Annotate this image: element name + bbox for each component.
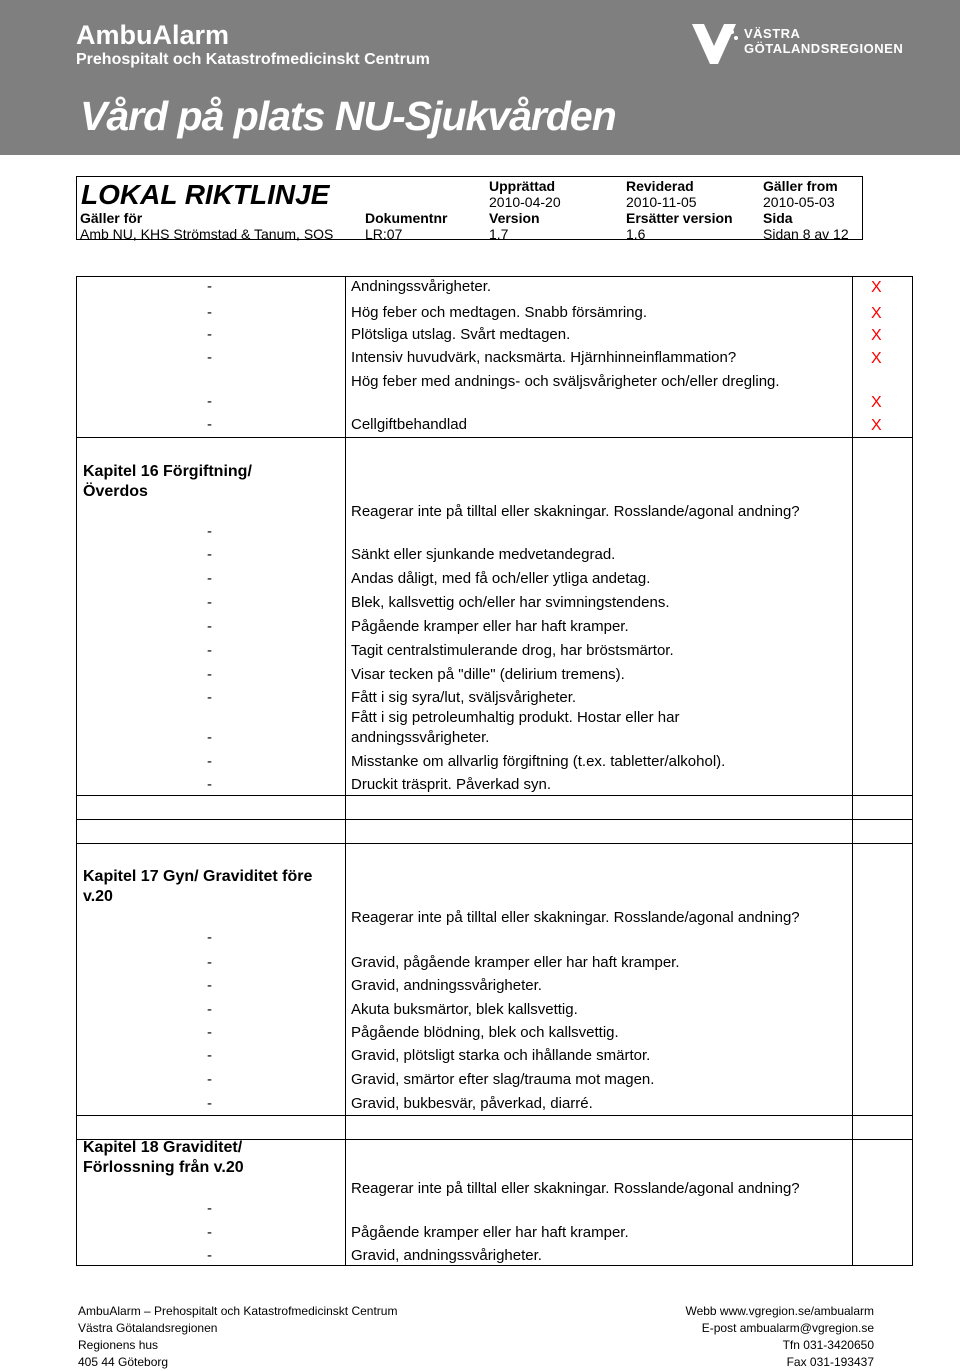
row-dash: - xyxy=(207,729,212,746)
criterion-text: Hög feber och medtagen. Snabb försämring. xyxy=(351,304,648,321)
row-dash: - xyxy=(207,523,212,540)
criterion-mark: X xyxy=(871,305,882,322)
row-dash: - xyxy=(207,416,212,433)
criterion-text: Intensiv huvudvärk, nacksmärta. Hjärnhinneinflammation? xyxy=(351,349,737,366)
brand-subtitle: Prehospitalt och Katastrofmedicinskt Centrum xyxy=(76,51,430,68)
criterion-text: Tagit centralstimulerande drog, har bröstsmärtor. xyxy=(351,642,674,659)
chapter-18-heading: Kapitel 18 Graviditet/ Förlossning från v.20 xyxy=(83,1139,244,1176)
criterion-text: Cellgiftbehandlad xyxy=(351,416,467,433)
row-dash: - xyxy=(207,753,212,770)
criterion-text: Andningssvårigheter. xyxy=(351,278,492,295)
criterion-text: Visar tecken på "dille" (delirium tremens). xyxy=(351,666,625,683)
galler-from-value: 2010-05-03 xyxy=(763,194,835,210)
row-dash: - xyxy=(207,349,212,366)
criterion-mark: X xyxy=(871,350,882,367)
row-dash: - xyxy=(207,929,212,946)
brand-name: AmbuAlarm xyxy=(76,20,230,50)
row-dash: - xyxy=(207,618,212,635)
page-banner xyxy=(0,0,960,155)
footer-region: Västra Götalandsregionen xyxy=(78,1321,218,1335)
galler-for-value: Amb NU, KHS Strömstad & Tanum, SOS xyxy=(80,226,334,242)
row-divider xyxy=(77,1115,912,1116)
triage-table xyxy=(76,276,913,1266)
dokumentnr-value: LR:07 xyxy=(365,226,403,242)
row-dash: - xyxy=(207,1247,212,1264)
dokumentnr-label: Dokumentnr xyxy=(365,210,448,226)
footer-email-link[interactable]: E-post ambualarm@vgregion.se xyxy=(701,1321,874,1335)
reviderad-label: Reviderad xyxy=(626,178,694,194)
footer-org: AmbuAlarm – Prehospitalt och Katastrofmedicinskt Centrum xyxy=(78,1304,398,1318)
criterion-text: Pågående kramper eller har haft kramper. xyxy=(351,1224,629,1241)
logo-text-line2: GÖTALANDSREGIONEN xyxy=(744,41,904,56)
version-label: Version xyxy=(489,210,540,226)
footer-address: 405 44 Göteborg xyxy=(78,1355,169,1369)
column-divider xyxy=(852,277,853,1265)
chapter-17-heading: Kapitel 17 Gyn/ Graviditet före v.20 xyxy=(83,868,313,905)
criterion-text: Andas dåligt, med få och/eller ytliga andetag. xyxy=(351,570,651,587)
criterion-text: Druckit träsprit. Påverkad syn. xyxy=(351,776,552,793)
criterion-text: Gravid, bukbesvär, påverkad, diarré. xyxy=(351,1095,593,1112)
row-dash: - xyxy=(207,570,212,587)
row-dash: - xyxy=(207,1200,212,1217)
row-divider xyxy=(77,819,912,820)
row-dash: - xyxy=(207,689,212,706)
row-dash: - xyxy=(207,1224,212,1241)
galler-from-label: Gäller from xyxy=(763,178,838,194)
criterion-text: Sänkt eller sjunkande medvetandegrad. xyxy=(351,546,616,563)
row-dash: - xyxy=(207,666,212,683)
row-dash: - xyxy=(207,546,212,563)
row-dash: - xyxy=(207,594,212,611)
sida-label: Sida xyxy=(763,210,793,226)
criterion-text: Misstanke om allvarlig förgiftning (t.ex. tabletter/alkohol). xyxy=(351,753,726,770)
criterion-mark: X xyxy=(871,279,882,296)
criterion-text: Reagerar inte på tilltal eller skakningar. Rosslande/agonal andning? xyxy=(351,503,800,520)
row-dash: - xyxy=(207,977,212,994)
logo-text-line1: VÄSTRA xyxy=(744,26,801,41)
footer-building: Regionens hus xyxy=(78,1338,159,1352)
criterion-mark: X xyxy=(871,394,882,411)
footer-web-link[interactable]: Webb www.vgregion.se/ambualarm xyxy=(685,1304,874,1318)
page-title: Vård på plats NU-Sjukvården xyxy=(80,93,616,139)
document-type: LOKAL RIKTLINJE xyxy=(81,179,330,210)
criterion-text: Fått i sig syra/lut, sväljsvårigheter. xyxy=(351,689,577,706)
row-dash: - xyxy=(207,1095,212,1112)
row-dash: - xyxy=(207,1047,212,1064)
criterion-text: Gravid, plötsligt starka och ihållande smärtor. xyxy=(351,1047,651,1064)
criterion-text: Gravid, andningssvårigheter. xyxy=(351,977,542,994)
criterion-text: Blek, kallsvettig och/eller har svimningstendens. xyxy=(351,594,670,611)
row-divider xyxy=(77,795,912,796)
criterion-mark: X xyxy=(871,327,882,344)
row-dash: - xyxy=(207,1071,212,1088)
chapter-16-heading: Kapitel 16 Förgiftning/ Överdos xyxy=(83,463,252,500)
criterion-text: Plötsliga utslag. Svårt medtagen. xyxy=(351,326,571,343)
row-dash: - xyxy=(207,1001,212,1018)
criterion-text: Reagerar inte på tilltal eller skakningar. Rosslande/agonal andning? xyxy=(351,1180,800,1197)
footer-fax: Fax 031-193437 xyxy=(786,1355,874,1369)
galler-for-label: Gäller för xyxy=(80,210,143,226)
row-dash: - xyxy=(207,393,212,410)
ersatter-label: Ersätter version xyxy=(626,210,733,226)
criterion-text: Pågående kramper eller har haft kramper. xyxy=(351,618,629,635)
upprattad-value: 2010-04-20 xyxy=(489,194,561,210)
upprattad-label: Upprättad xyxy=(489,178,556,194)
row-dash: - xyxy=(207,278,212,295)
row-dash: - xyxy=(207,304,212,321)
reviderad-value: 2010-11-05 xyxy=(626,194,697,210)
footer-phone: Tfn 031-3420650 xyxy=(782,1338,874,1352)
criterion-text: Gravid, pågående kramper eller har haft kramper. xyxy=(351,954,680,971)
row-divider xyxy=(77,843,912,844)
criterion-text: Gravid, smärtor efter slag/trauma mot magen. xyxy=(351,1071,655,1088)
row-dash: - xyxy=(207,954,212,971)
criterion-text: Hög feber med andnings- och sväljsvårigheter och/eller dregling. xyxy=(351,373,780,390)
criterion-text: Pågående blödning, blek och kallsvettig. xyxy=(351,1024,619,1041)
sida-value: Sidan 8 av 12 xyxy=(763,226,849,242)
row-dash: - xyxy=(207,326,212,343)
ersatter-value: 1.6 xyxy=(626,226,646,242)
row-dash: - xyxy=(207,642,212,659)
column-divider xyxy=(345,277,346,1265)
criterion-text: Gravid, andningssvårigheter. xyxy=(351,1247,542,1264)
version-value: 1.7 xyxy=(489,226,509,242)
row-dash: - xyxy=(207,1024,212,1041)
row-dash: - xyxy=(207,776,212,793)
criterion-text: Fått i sig petroleumhaltig produkt. Hostar eller har andningssvårigheter. xyxy=(351,709,680,746)
criterion-mark: X xyxy=(871,417,882,434)
row-divider xyxy=(77,437,912,438)
document-header xyxy=(76,176,863,240)
criterion-text: Akuta buksmärtor, blek kallsvettig. xyxy=(351,1001,578,1018)
criterion-text: Reagerar inte på tilltal eller skakningar. Rosslande/agonal andning? xyxy=(351,909,800,926)
